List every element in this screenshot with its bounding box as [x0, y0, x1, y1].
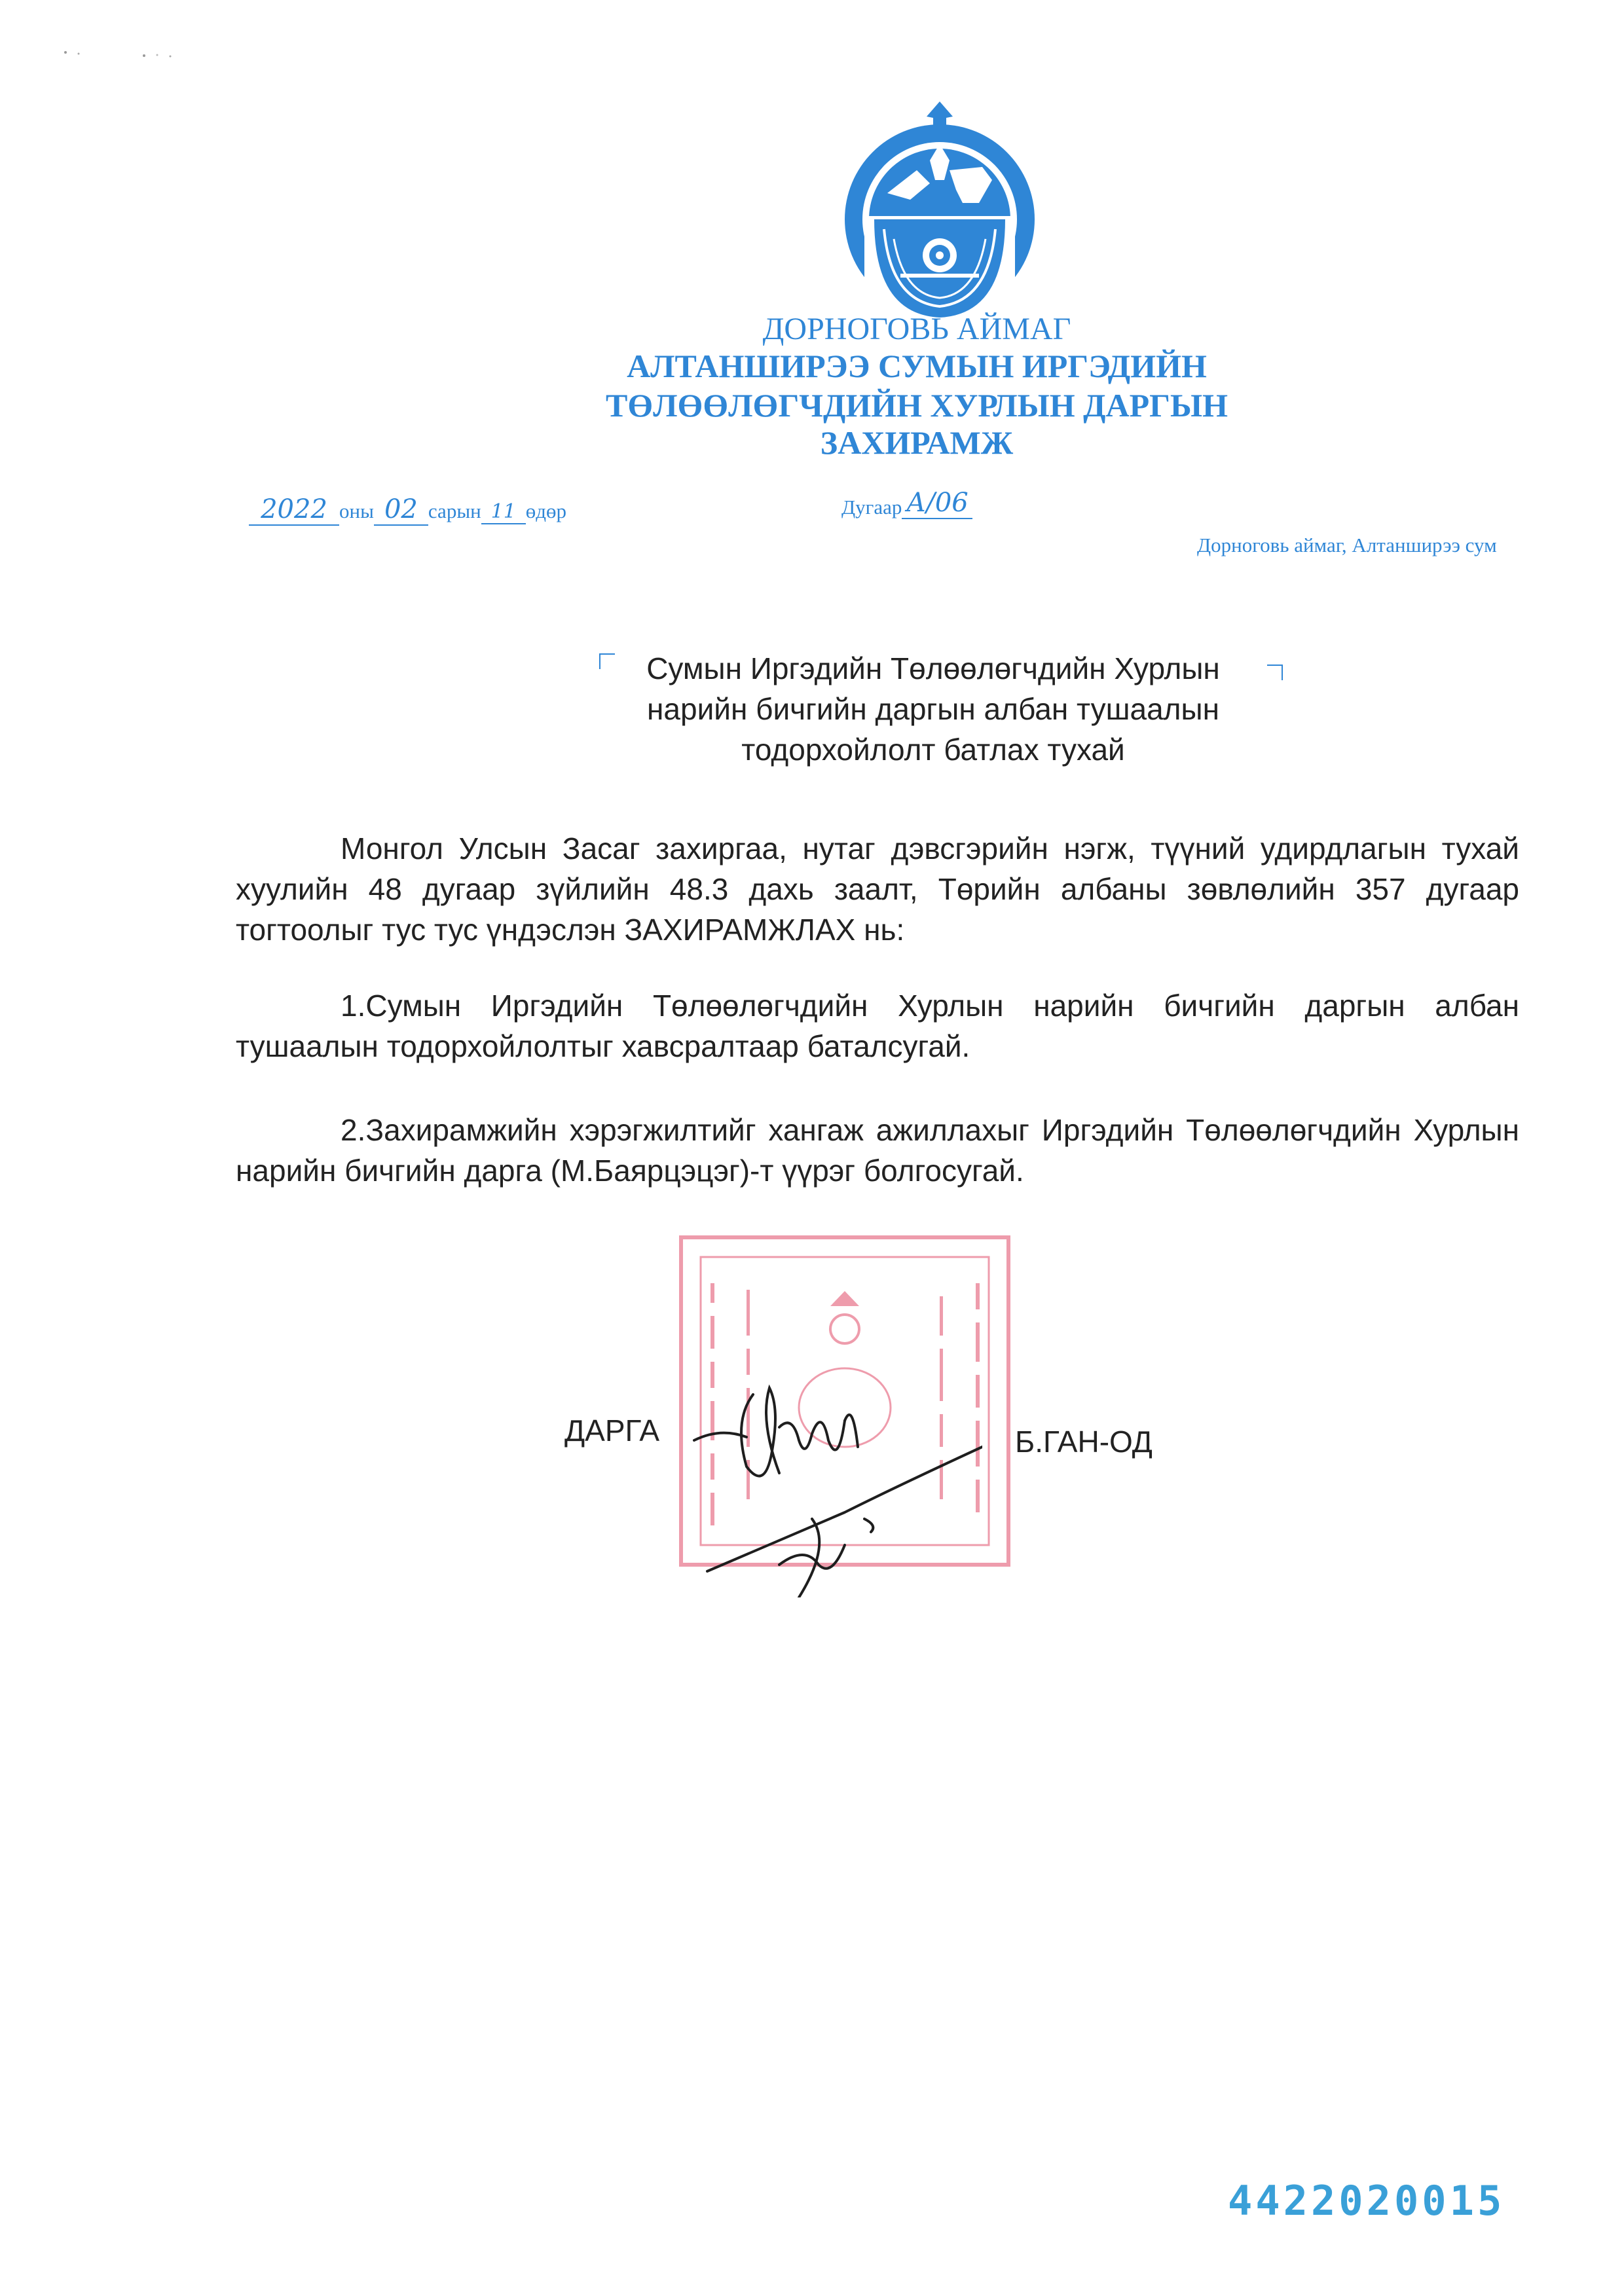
number-field [902, 488, 972, 519]
date-month-suffix: сарын [428, 500, 481, 522]
signatory-title: ДАРГА [564, 1413, 660, 1448]
serial-number: 4422020015 [1228, 2177, 1505, 2225]
date-year-suffix: оны [339, 500, 374, 522]
state-emblem-icon [838, 98, 1041, 321]
number-label: Дугаар [841, 496, 902, 519]
item-1-paragraph: 1.Сумын Иргэдийн Төлөөлөгчдийн Хурлын нарийн бичгийн даргын албан тушаалын тодорхойлолтыг хавсралтаар баталсугай. [236, 989, 1519, 1063]
document-number-line [841, 488, 972, 519]
handwritten-signature-icon [681, 1349, 982, 1597]
subject-line2: нарийн бичгийн даргын албан тушаалын [647, 692, 1219, 726]
date-day-suffix: өдөр [525, 500, 567, 522]
date-month-field [374, 494, 428, 526]
date-year: 2022 [261, 494, 327, 524]
subject-block [593, 648, 1274, 770]
date-day: 11 [490, 500, 516, 523]
place-line: Дорноговь аймаг, Алтанширээ сум [1197, 534, 1497, 556]
signatory-name: Б.ГАН-ОД [1015, 1425, 1153, 1459]
org-heading-line1: АЛТАНШИРЭЭ СУМЫН ИРГЭДИЙН [627, 348, 1207, 384]
date-line [249, 494, 566, 526]
date-day-field [481, 500, 526, 524]
province-heading: ДОРНОГОВЬ АЙМАГ [762, 312, 1071, 346]
date-month: 02 [384, 494, 418, 524]
document-type-heading: ЗАХИРАМЖ [820, 424, 1014, 461]
item-2-paragraph: 2.Захирамжийн хэрэгжилтийг хангаж ажиллахыг Иргэдийн Төлөөлөгчдийн Хурлын нарийн бичгийн дарга (М.Баярцэцэг)-т үүрэг болгосугай. [236, 1113, 1519, 1188]
preamble-paragraph: Монгол Улсын Засаг захиргаа, нутаг дэвсгэрийн нэгж, түүний удирдлагын тухай хуулийн 48 дугаар зүйлийн 48.3 дахь заалт, Төрийн албаны зөвлөлийн 357 дугаар тогтоолыг тус тус үндэслэн ЗАХИРАМЖЛАХ нь: [236, 831, 1519, 947]
date-year-field [249, 494, 339, 526]
subject-line1: Сумын Иргэдийн Төлөөлөгчдийн Хурлын [646, 651, 1220, 685]
scan-specks [59, 39, 190, 65]
org-heading-line2: ТӨЛӨӨЛӨГЧДИЙН ХУРЛЫН ДАРГЫН [606, 387, 1228, 424]
number-value: А/06 [906, 488, 969, 518]
subject-line3: тодорхойлолт батлах тухай [741, 733, 1125, 767]
